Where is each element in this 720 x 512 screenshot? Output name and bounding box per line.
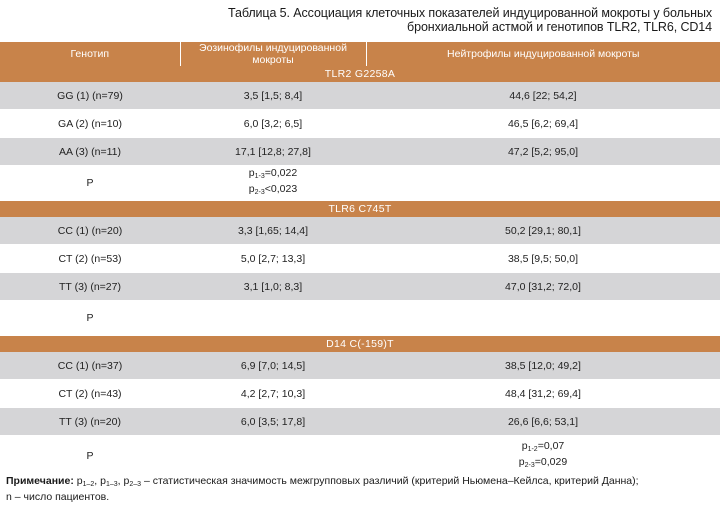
genotype-cell: AA (3) (n=11)	[0, 138, 180, 166]
genotype-table	[0, 42, 720, 477]
header-neutrophils: Нейтрофилы индуцированной мокроты	[366, 42, 720, 66]
eosinophils-cell: 3,3 [1,65; 14,4]	[180, 217, 366, 245]
footnote-p: , p	[94, 475, 106, 487]
section-header-row	[0, 66, 720, 82]
table-row	[0, 352, 720, 380]
p-value: =0,029	[534, 456, 568, 468]
p-value-row	[0, 301, 720, 336]
p-value-row	[0, 436, 720, 477]
neutrophils-cell: 50,2 [29,1; 80,1]	[366, 217, 720, 245]
p-value-cell	[180, 166, 366, 201]
p-value: =0,07	[537, 440, 565, 452]
table-row	[0, 273, 720, 301]
footnote-sub: 1–2	[82, 481, 95, 488]
eosinophils-cell: 5,0 [2,7; 13,3]	[180, 245, 366, 273]
genotype-cell: CT (2) (n=43)	[0, 380, 180, 408]
p-subscript: 1-2	[527, 446, 538, 453]
p-value-cell	[366, 166, 720, 201]
p-subscript: 1-3	[254, 173, 265, 180]
genotype-cell: TT (3) (n=27)	[0, 273, 180, 301]
table-header-row	[0, 42, 720, 66]
p-value-cell	[366, 436, 720, 477]
neutrophils-cell: 47,2 [5,2; 95,0]	[366, 138, 720, 166]
table-row	[0, 217, 720, 245]
neutrophils-cell: 38,5 [9,5; 50,0]	[366, 245, 720, 273]
table-body	[0, 66, 720, 477]
p-label-cell: Р	[0, 166, 180, 201]
p-subscript: 2-3	[254, 189, 265, 196]
neutrophils-cell: 47,0 [31,2; 72,0]	[366, 273, 720, 301]
table-row	[0, 380, 720, 408]
p-value-cell	[180, 436, 366, 477]
footnote-p: , p	[117, 475, 130, 487]
caption-line-1: Таблица 5. Ассоциация клеточных показателей индуцированной мокроты у больных	[228, 6, 712, 20]
p-symbol: p	[518, 456, 525, 468]
eosinophils-cell: 4,2 [2,7; 10,3]	[180, 380, 366, 408]
footnote-line-2: n – число пациентов.	[6, 491, 110, 503]
footnote-p: p	[76, 475, 83, 487]
neutrophils-cell: 38,5 [12,0; 49,2]	[366, 352, 720, 380]
footnote-text: – статистическая значимость межгрупповых различий (критерий Ньюмена–Кейлса, критерий Данна);	[141, 475, 639, 487]
genotype-cell: GA (2) (n=10)	[0, 110, 180, 138]
eosinophils-cell: 3,1 [1,0; 8,3]	[180, 273, 366, 301]
neutrophils-cell: 46,5 [6,2; 69,4]	[366, 110, 720, 138]
eosinophils-cell: 17,1 [12,8; 27,8]	[180, 138, 366, 166]
table-row	[0, 245, 720, 273]
p-value: <0,023	[264, 183, 298, 195]
table-row	[0, 408, 720, 436]
table-row	[0, 82, 720, 110]
p-value-line	[180, 167, 366, 183]
p-subscript: 2-3	[524, 462, 535, 469]
caption-line-2: бронхиальной астмой и генотипов TLR2, TLR6, CD14	[407, 20, 712, 34]
section-header-row	[0, 201, 720, 218]
genotype-cell: CT (2) (n=53)	[0, 245, 180, 273]
neutrophils-cell: 44,6 [22; 54,2]	[366, 82, 720, 110]
genotype-cell: CC (1) (n=20)	[0, 217, 180, 245]
section-title: D14 C(-159)T	[0, 336, 720, 353]
table-row	[0, 110, 720, 138]
p-value-line	[366, 440, 720, 456]
neutrophils-cell: 48,4 [31,2; 69,4]	[366, 380, 720, 408]
eosinophils-cell: 6,0 [3,2; 6,5]	[180, 110, 366, 138]
p-label-cell: Р	[0, 436, 180, 477]
footnote-sub: 2–3	[129, 481, 142, 488]
footnote-sub: 1–3	[105, 481, 118, 488]
p-value-row	[0, 166, 720, 201]
eosinophils-cell: 6,0 [3,5; 17,8]	[180, 408, 366, 436]
section-header-row	[0, 336, 720, 353]
p-value: =0,022	[264, 167, 298, 179]
table-footnote	[6, 475, 714, 504]
eosinophils-cell: 3,5 [1,5; 8,4]	[180, 82, 366, 110]
header-genotype: Генотип	[0, 42, 180, 66]
table-row	[0, 138, 720, 166]
p-value-cell	[180, 301, 366, 336]
p-symbol: p	[248, 167, 255, 179]
p-value-line	[366, 456, 720, 472]
genotype-cell: CC (1) (n=37)	[0, 352, 180, 380]
p-value-cell	[366, 301, 720, 336]
table-caption	[152, 6, 712, 34]
header-eosinophils: Эозинофилы индуцированной мокроты	[180, 42, 366, 66]
section-title: TLR2 G2258A	[0, 66, 720, 82]
p-symbol: p	[521, 440, 528, 452]
genotype-cell: TT (3) (n=20)	[0, 408, 180, 436]
p-value-line	[180, 183, 366, 199]
section-title: TLR6 C745T	[0, 201, 720, 218]
genotype-cell: GG (1) (n=79)	[0, 82, 180, 110]
footnote-label: Примечание:	[6, 475, 74, 487]
p-label-cell: Р	[0, 301, 180, 336]
neutrophils-cell: 26,6 [6,6; 53,1]	[366, 408, 720, 436]
p-symbol: p	[248, 183, 255, 195]
eosinophils-cell: 6,9 [7,0; 14,5]	[180, 352, 366, 380]
